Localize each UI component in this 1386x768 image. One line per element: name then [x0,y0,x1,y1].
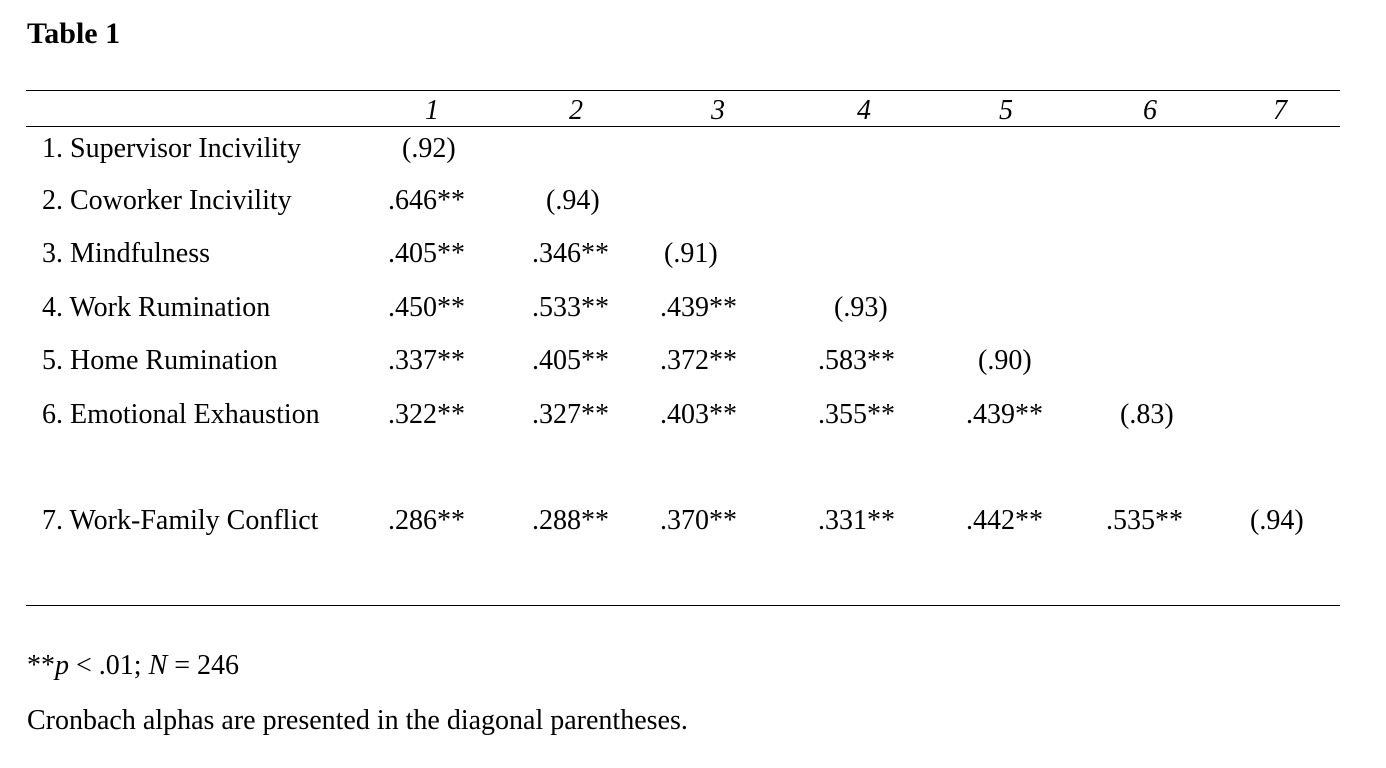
alpha-cell: (.94) [546,185,600,216]
correlation-cell: .646** [388,185,465,216]
correlation-cell: .535** [1106,505,1183,536]
correlation-cell: .405** [532,345,609,376]
correlation-cell: .288** [532,505,609,536]
alpha-cell: (.91) [664,238,718,269]
column-header-5: 5 [999,95,1013,126]
correlation-cell: .439** [660,292,737,323]
column-header-3: 3 [711,95,725,126]
row-label-2: 2. Coworker Incivility [42,185,292,216]
correlation-cell: .405** [388,238,465,269]
correlation-cell: .355** [818,399,895,430]
correlation-cell: .533** [532,292,609,323]
row-label-3: 3. Mindfulness [42,238,210,269]
column-header-7: 7 [1273,95,1287,126]
alpha-cell: (.94) [1250,505,1304,536]
bottom-rule [26,605,1340,606]
correlation-cell: .337** [388,345,465,376]
row-label-7: 7. Work-Family Conflict [42,505,319,536]
correlation-cell: .442** [966,505,1043,536]
column-header-4: 4 [857,95,871,126]
top-rule [26,90,1340,91]
significance-note [27,648,239,684]
alpha-cell: (.83) [1120,399,1174,430]
correlation-cell: .286** [388,505,465,536]
n-symbol: N [148,650,168,681]
alpha-cell: (.92) [402,133,456,164]
correlation-cell: .450** [388,292,465,323]
column-header-1: 1 [425,95,439,126]
correlation-cell: .439** [966,399,1043,430]
correlation-cell: .370** [660,505,737,536]
row-label-5: 5. Home Rumination [42,345,278,376]
correlation-cell: .327** [532,399,609,430]
column-header-2: 2 [569,95,583,126]
correlation-cell: .372** [660,345,737,376]
sample-size: = 246 [167,650,240,681]
row-label-1: 1. Supervisor Incivility [42,133,301,164]
p-symbol: p [55,650,69,681]
correlation-cell: .346** [532,238,609,269]
row-label-6: 6. Emotional Exhaustion [42,399,320,430]
correlation-cell: .322** [388,399,465,430]
alpha-cell: (.90) [978,345,1032,376]
sig-stars: ** [27,650,55,681]
table-title: Table 1 [27,17,121,50]
correlation-cell: .583** [818,345,895,376]
correlation-cell: .331** [818,505,895,536]
row-label-4: 4. Work Rumination [42,292,271,323]
alpha-note: Cronbach alphas are presented in the diagonal parentheses. [27,705,688,736]
alpha-cell: (.93) [834,292,888,323]
column-header-6: 6 [1143,95,1157,126]
sig-threshold: < .01; [69,650,149,681]
correlation-cell: .403** [660,399,737,430]
